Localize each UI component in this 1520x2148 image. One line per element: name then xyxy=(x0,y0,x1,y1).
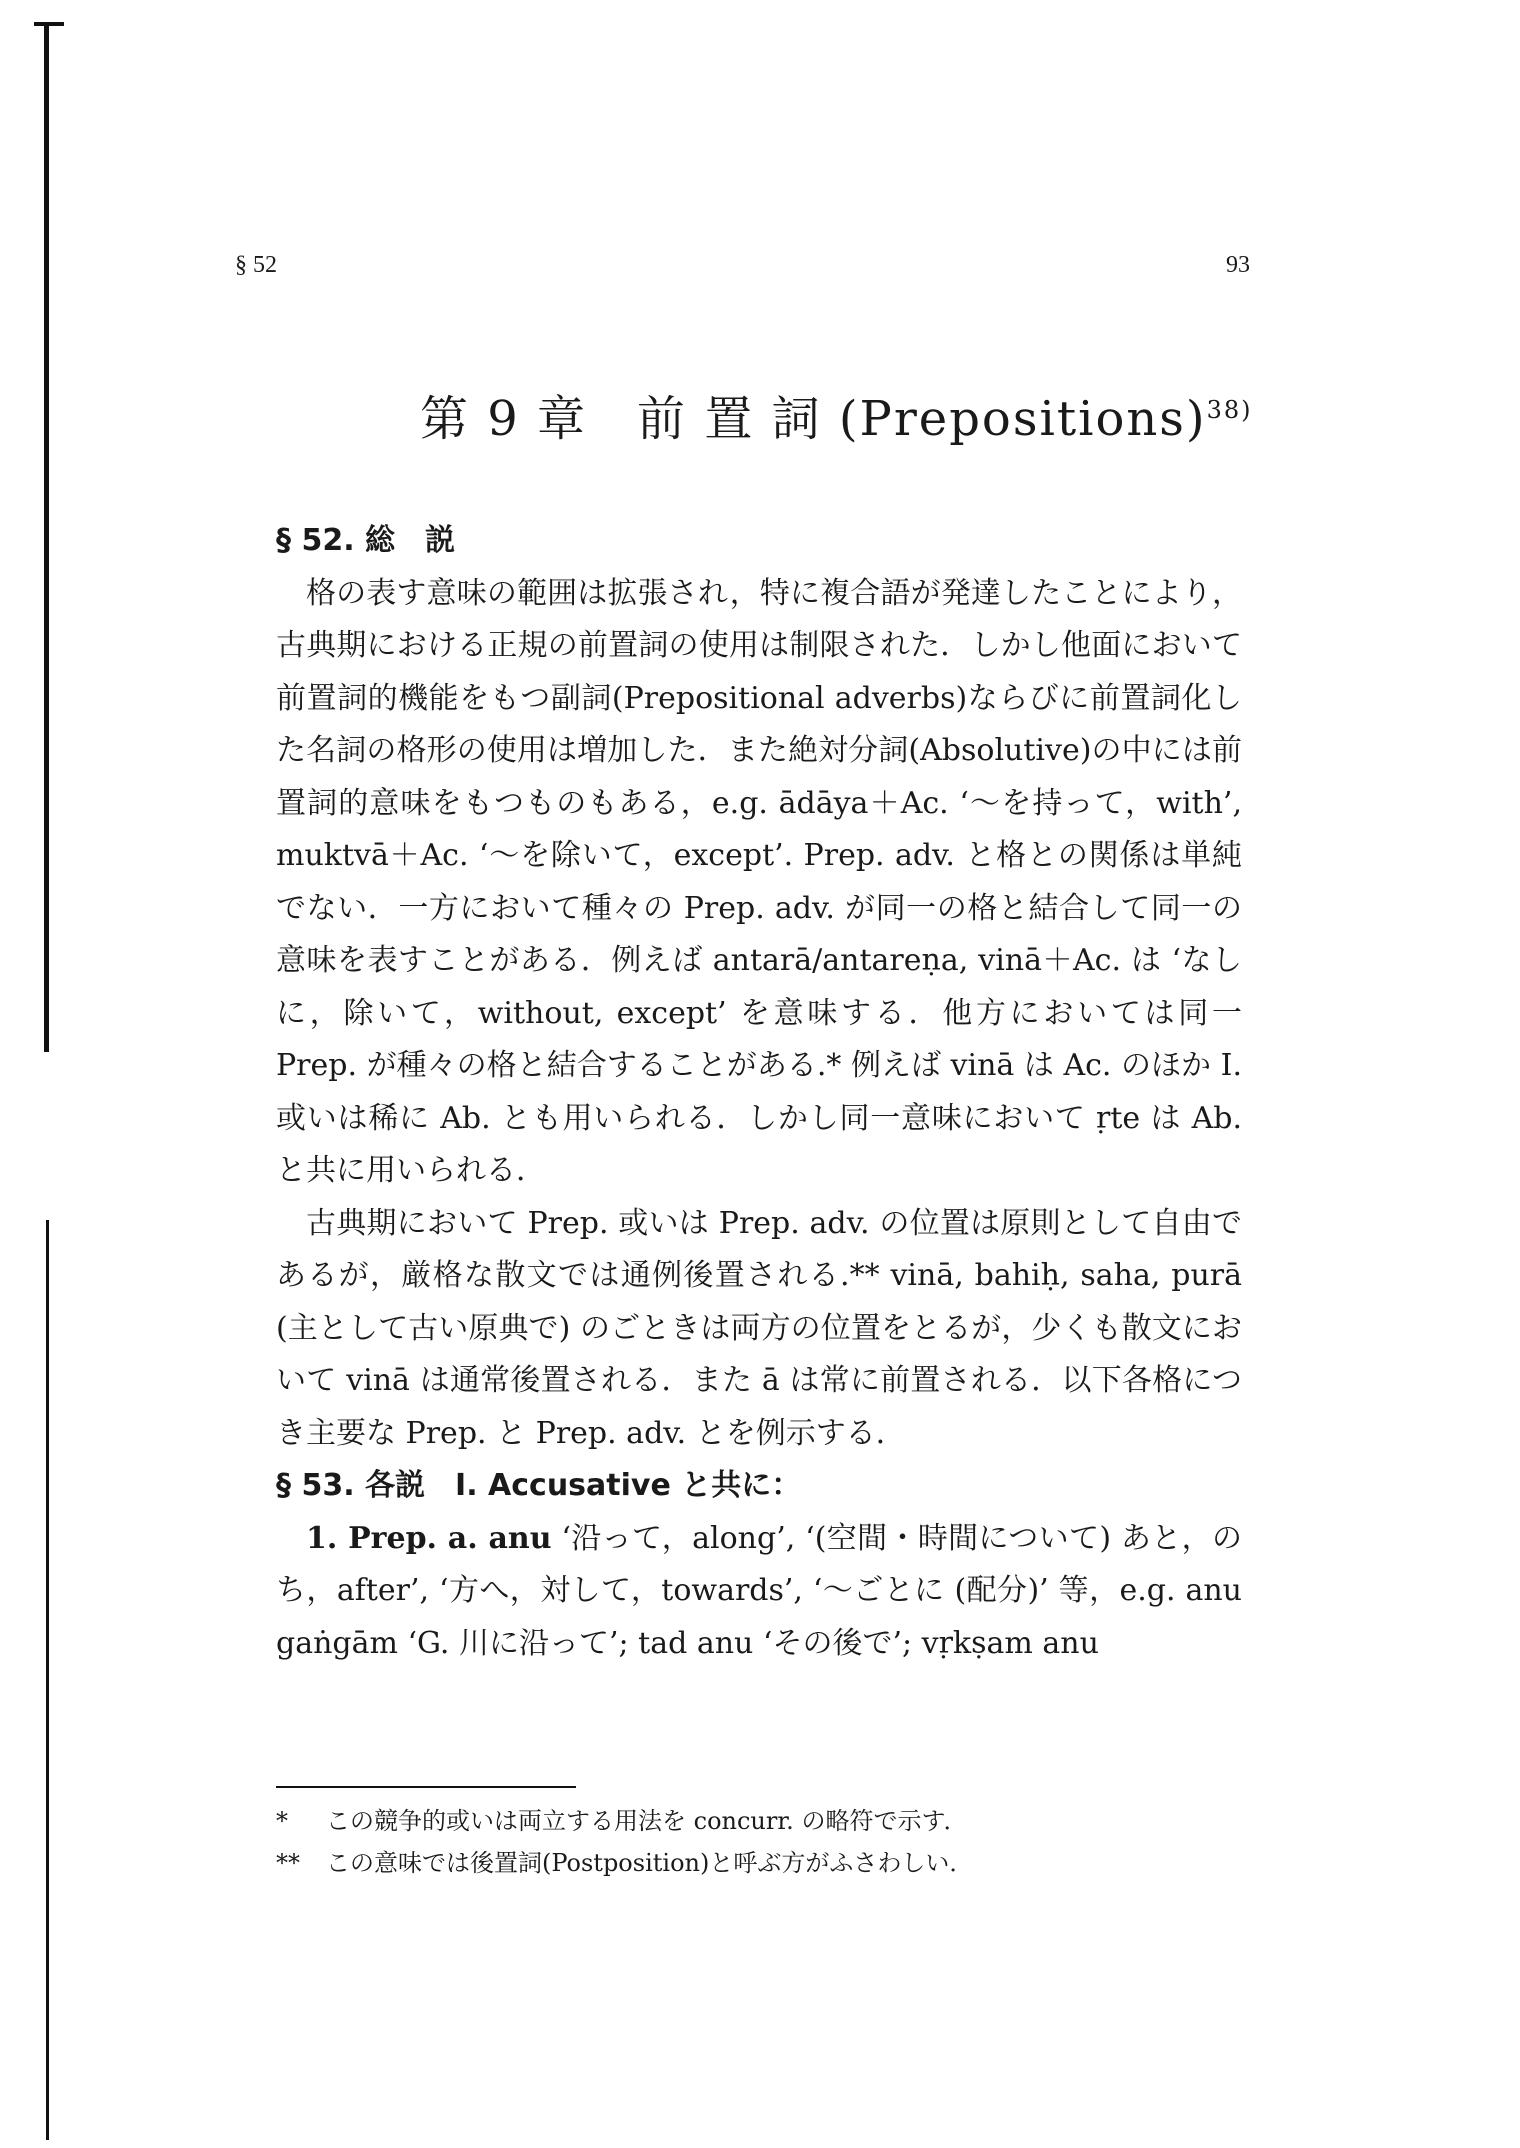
section-52-heading: § 52. 総 説 xyxy=(276,523,456,558)
section-53-heading: § 53. 各説 I. Accusative と共に： xyxy=(276,1468,802,1503)
footnotes xyxy=(276,1800,1242,1884)
section-52-paragraph-1: 格の表す意味の範囲は拡張され，特に複合語が発達したことにより，古典期における正規の前置詞の使用は制限された．しかし他面において前置詞的機能をもつ副詞(Prepositional adverbs)ならびに前置詞化した名詞の格形の使用は増加した．また絶対分詞(Absolutive)の中には前置詞的意味をもつものもある，e.g. ādāya＋Ac. ‘～を持って，with’, muktvā＋Ac. ‘～を除いて，except’. Prep. adv. と格との関係は単純でない．一方において種々の Prep. adv. が同一の格と結合して同一の意味を表すことがある．例えば antarā/antareṇa, vinā＋Ac. は ‘なしに，除いて，without, except’ を意味する．他方においては同一 Prep. が種々の格と結合することがある.* 例えば vinā は Ac. のほか I. 或いは稀に Ab. とも用いられる．しかし同一意味において ṛte は Ab. と共に用いられる． xyxy=(276,575,1242,1188)
section-52-paragraph-2: 古典期において Prep. 或いは Prep. adv. の位置は原則として自由であるが，厳格な散文では通例後置される.** vinā, bahiḥ, saha, purā (主として古い原典で) のごときは両方の位置をとるが，少くも散文において vinā は通常後置される．また ā は常に前置される．以下各格につき主要な Prep. と Prep. adv. とを例示する． xyxy=(276,1205,1242,1451)
running-head-section: § 52 xyxy=(235,252,277,278)
footnote-mark: ** xyxy=(276,1849,300,1877)
chapter-note-ref: 38) xyxy=(1206,396,1253,424)
chapter-title xyxy=(420,380,1253,449)
footnote-rule xyxy=(276,1786,576,1788)
margin-mark xyxy=(34,22,64,26)
page-number: 93 xyxy=(1226,252,1250,278)
footnote-mark: * xyxy=(276,1807,288,1835)
entry-anu xyxy=(276,1513,1242,1671)
entry-text: ‘沿って，along’, ‘(空間・時間について) あと，のち，after’, ‘方へ，対して，towards’, ‘～ごとに (配分)’ 等，e.g. anu gaṅgām ‘G. 川に沿って’; tad anu ‘その後で’; vṛkṣam anu xyxy=(276,1520,1242,1661)
margin-bar xyxy=(44,22,49,1052)
margin-bar-lower xyxy=(46,1220,49,2140)
footnote-text: この意味では後置詞(Postposition)と呼ぶ方がふさわしい． xyxy=(326,1849,974,1877)
body-text xyxy=(276,515,1242,1670)
footnote-1 xyxy=(276,1800,1242,1842)
footnote-2 xyxy=(276,1842,1242,1884)
chapter-title-text: 第 9 章 前 置 詞 (Prepositions) xyxy=(420,391,1207,447)
entry-label: 1. Prep. a. anu xyxy=(306,1520,552,1556)
footnote-text: この競争的或いは両立する用法を concurr. の略符で示す． xyxy=(326,1807,968,1835)
